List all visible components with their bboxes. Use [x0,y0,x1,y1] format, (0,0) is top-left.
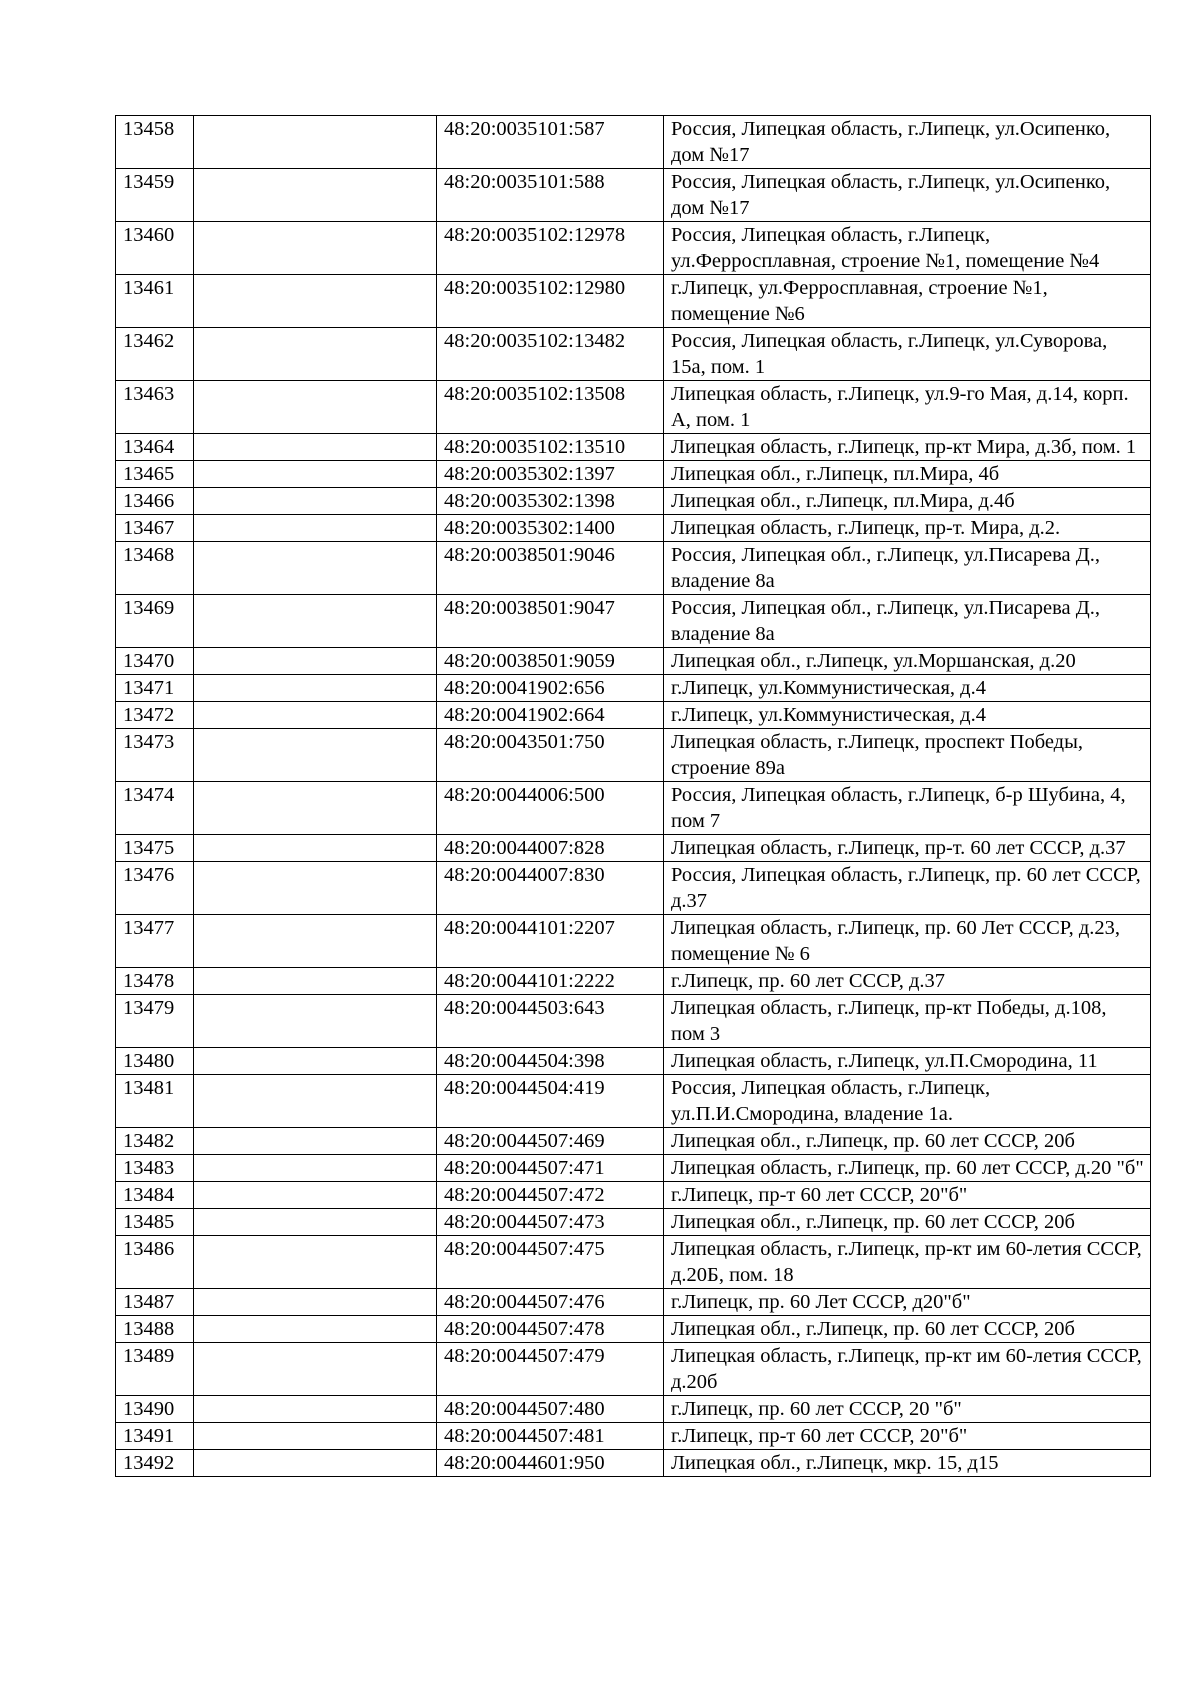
table-row [116,222,1151,275]
row-number-cell: 13463 [116,381,194,434]
table-row [116,968,1151,995]
cadastral-number-cell: 48:20:0035102:13510 [437,434,664,461]
cadastral-number-cell: 48:20:0044507:471 [437,1155,664,1182]
empty-cell [194,1289,437,1316]
empty-cell [194,328,437,381]
table-row [116,116,1151,169]
table-row [116,1450,1151,1477]
row-number-cell: 13460 [116,222,194,275]
empty-cell [194,1236,437,1289]
cadastral-number-cell: 48:20:0035102:12980 [437,275,664,328]
row-number-cell: 13479 [116,995,194,1048]
cadastral-number-cell: 48:20:0044007:830 [437,862,664,915]
cadastral-number-cell: 48:20:0044504:398 [437,1048,664,1075]
table-row [116,835,1151,862]
address-cell: Россия, Липецкая область, г.Липецк, ул.Осипенко, дом №17 [664,116,1151,169]
address-cell: Липецкая область, г.Липецк, проспект Победы, строение 89а [664,729,1151,782]
address-cell: Липецкая область, г.Липецк, ул.9-го Мая, д.14, корп. А, пом. 1 [664,381,1151,434]
table-row [116,1289,1151,1316]
table-row [116,1128,1151,1155]
address-cell: г.Липецк, пр. 60 Лет СССР, д20"б" [664,1289,1151,1316]
row-number-cell: 13465 [116,461,194,488]
row-number-cell: 13490 [116,1396,194,1423]
cadastral-number-cell: 48:20:0035102:13482 [437,328,664,381]
empty-cell [194,542,437,595]
row-number-cell: 13458 [116,116,194,169]
address-cell: Россия, Липецкая область, г.Липецк, ул.Суворова, 15а, пом. 1 [664,328,1151,381]
table-row [116,1155,1151,1182]
empty-cell [194,862,437,915]
cadastral-number-cell: 48:20:0038501:9047 [437,595,664,648]
table-row [116,702,1151,729]
address-cell: г.Липецк, пр-т 60 лет СССР, 20"б" [664,1182,1151,1209]
cadastral-number-cell: 48:20:0044507:472 [437,1182,664,1209]
table-row [116,595,1151,648]
row-number-cell: 13478 [116,968,194,995]
row-number-cell: 13484 [116,1182,194,1209]
table-row [116,488,1151,515]
table-row [116,381,1151,434]
row-number-cell: 13477 [116,915,194,968]
cadastral-number-cell: 48:20:0044007:828 [437,835,664,862]
row-number-cell: 13475 [116,835,194,862]
row-number-cell: 13486 [116,1236,194,1289]
empty-cell [194,461,437,488]
table-row [116,995,1151,1048]
address-cell: Россия, Липецкая область, г.Липецк, ул.Ферросплавная, строение №1, помещение №4 [664,222,1151,275]
table-row [116,1343,1151,1396]
empty-cell [194,381,437,434]
empty-cell [194,275,437,328]
cadastral-number-cell: 48:20:0044006:500 [437,782,664,835]
cadastral-number-cell: 48:20:0044507:479 [437,1343,664,1396]
cadastral-number-cell: 48:20:0044507:476 [437,1289,664,1316]
address-cell: Липецкая область, г.Липецк, пр. 60 Лет СССР, д.23, помещение № 6 [664,915,1151,968]
empty-cell [194,702,437,729]
address-cell: Липецкая область, г.Липецк, пр. 60 лет СССР, д.20 "б" [664,1155,1151,1182]
address-cell: Липецкая обл., г.Липецк, пр. 60 лет СССР, 20б [664,1209,1151,1236]
cadastral-number-cell: 48:20:0035102:12978 [437,222,664,275]
table-row [116,862,1151,915]
empty-cell [194,515,437,542]
cadastral-number-cell: 48:20:0035302:1400 [437,515,664,542]
address-cell: Липецкая область, г.Липецк, пр-кт им 60-летия СССР, д.20б [664,1343,1151,1396]
row-number-cell: 13470 [116,648,194,675]
table-row [116,275,1151,328]
address-cell: Липецкая область, г.Липецк, пр-т. 60 лет СССР, д.37 [664,835,1151,862]
address-cell: г.Липецк, пр. 60 лет СССР, 20 "б" [664,1396,1151,1423]
address-cell: Липецкая область, г.Липецк, пр-т. Мира, д.2. [664,515,1151,542]
table-row [116,1182,1151,1209]
empty-cell [194,1128,437,1155]
row-number-cell: 13472 [116,702,194,729]
cadastral-number-cell: 48:20:0044507:475 [437,1236,664,1289]
cadastral-number-cell: 48:20:0035302:1398 [437,488,664,515]
address-cell: Липецкая обл., г.Липецк, мкр. 15, д15 [664,1450,1151,1477]
cadastral-number-cell: 48:20:0044101:2207 [437,915,664,968]
empty-cell [194,1316,437,1343]
table-row [116,1396,1151,1423]
row-number-cell: 13474 [116,782,194,835]
empty-cell [194,595,437,648]
row-number-cell: 13483 [116,1155,194,1182]
cadastral-number-cell: 48:20:0044503:643 [437,995,664,1048]
address-cell: г.Липецк, ул.Ферросплавная, строение №1, помещение №6 [664,275,1151,328]
cadastral-number-cell: 48:20:0041902:656 [437,675,664,702]
table-row [116,328,1151,381]
table-row [116,1423,1151,1450]
empty-cell [194,169,437,222]
empty-cell [194,675,437,702]
cadastral-number-cell: 48:20:0035302:1397 [437,461,664,488]
cadastral-number-cell: 48:20:0038501:9059 [437,648,664,675]
row-number-cell: 13467 [116,515,194,542]
cadastral-number-cell: 48:20:0044507:480 [437,1396,664,1423]
table-row [116,542,1151,595]
cadastral-number-cell: 48:20:0044507:481 [437,1423,664,1450]
table-row [116,675,1151,702]
table-row [116,1236,1151,1289]
empty-cell [194,222,437,275]
empty-cell [194,1423,437,1450]
cadastral-number-cell: 48:20:0044507:473 [437,1209,664,1236]
address-cell: Россия, Липецкая область, г.Липецк, пр. 60 лет СССР, д.37 [664,862,1151,915]
table-row [116,729,1151,782]
address-cell: Липецкая область, г.Липецк, пр-кт им 60-летия СССР, д.20Б, пом. 18 [664,1236,1151,1289]
empty-cell [194,1075,437,1128]
address-cell: Россия, Липецкая область, г.Липецк, ул.П.И.Смородина, владение 1а. [664,1075,1151,1128]
empty-cell [194,782,437,835]
table-row [116,515,1151,542]
empty-cell [194,434,437,461]
row-number-cell: 13492 [116,1450,194,1477]
row-number-cell: 13481 [116,1075,194,1128]
address-cell: Липецкая обл., г.Липецк, ул.Моршанская, д.20 [664,648,1151,675]
empty-cell [194,915,437,968]
cadastral-number-cell: 48:20:0043501:750 [437,729,664,782]
address-cell: Липецкая обл., г.Липецк, пр. 60 лет СССР, 20б [664,1316,1151,1343]
cadastral-number-cell: 48:20:0044507:469 [437,1128,664,1155]
table-row [116,434,1151,461]
row-number-cell: 13466 [116,488,194,515]
address-cell: г.Липецк, ул.Коммунистическая, д.4 [664,702,1151,729]
table-row [116,1316,1151,1343]
cadastral-number-cell: 48:20:0035102:13508 [437,381,664,434]
address-cell: Липецкая область, г.Липецк, пр-кт Победы, д.108, пом 3 [664,995,1151,1048]
address-cell: Россия, Липецкая область, г.Липецк, б-р Шубина, 4, пом 7 [664,782,1151,835]
address-cell: Россия, Липецкая область, г.Липецк, ул.Осипенко, дом №17 [664,169,1151,222]
registry-table-body [116,116,1151,1477]
row-number-cell: 13469 [116,595,194,648]
registry-table [115,115,1151,1477]
row-number-cell: 13485 [116,1209,194,1236]
empty-cell [194,1048,437,1075]
row-number-cell: 13471 [116,675,194,702]
empty-cell [194,648,437,675]
cadastral-number-cell: 48:20:0044101:2222 [437,968,664,995]
empty-cell [194,835,437,862]
empty-cell [194,1209,437,1236]
row-number-cell: 13461 [116,275,194,328]
row-number-cell: 13462 [116,328,194,381]
address-cell: Липецкая область, г.Липецк, ул.П.Смородина, 11 [664,1048,1151,1075]
address-cell: г.Липецк, пр-т 60 лет СССР, 20"б" [664,1423,1151,1450]
cadastral-number-cell: 48:20:0044601:950 [437,1450,664,1477]
row-number-cell: 13476 [116,862,194,915]
table-row [116,915,1151,968]
cadastral-number-cell: 48:20:0038501:9046 [437,542,664,595]
cadastral-number-cell: 48:20:0035101:588 [437,169,664,222]
empty-cell [194,1155,437,1182]
table-row [116,461,1151,488]
row-number-cell: 13480 [116,1048,194,1075]
cadastral-number-cell: 48:20:0044507:478 [437,1316,664,1343]
cadastral-number-cell: 48:20:0035101:587 [437,116,664,169]
table-row [116,1209,1151,1236]
address-cell: Липецкая область, г.Липецк, пр-кт Мира, д.3б, пом. 1 [664,434,1151,461]
table-row [116,169,1151,222]
empty-cell [194,995,437,1048]
row-number-cell: 13489 [116,1343,194,1396]
row-number-cell: 13491 [116,1423,194,1450]
table-row [116,1075,1151,1128]
address-cell: Липецкая обл., г.Липецк, пр. 60 лет СССР, 20б [664,1128,1151,1155]
table-row [116,648,1151,675]
address-cell: Россия, Липецкая обл., г.Липецк, ул.Писарева Д., владение 8а [664,542,1151,595]
address-cell: Липецкая обл., г.Липецк, пл.Мира, д.4б [664,488,1151,515]
empty-cell [194,1450,437,1477]
address-cell: Россия, Липецкая обл., г.Липецк, ул.Писарева Д., владение 8а [664,595,1151,648]
cadastral-number-cell: 48:20:0044504:419 [437,1075,664,1128]
row-number-cell: 13482 [116,1128,194,1155]
empty-cell [194,488,437,515]
address-cell: Липецкая обл., г.Липецк, пл.Мира, 4б [664,461,1151,488]
table-row [116,1048,1151,1075]
empty-cell [194,1396,437,1423]
empty-cell [194,1182,437,1209]
cadastral-number-cell: 48:20:0041902:664 [437,702,664,729]
row-number-cell: 13468 [116,542,194,595]
row-number-cell: 13473 [116,729,194,782]
address-cell: г.Липецк, пр. 60 лет СССР, д.37 [664,968,1151,995]
row-number-cell: 13487 [116,1289,194,1316]
empty-cell [194,1343,437,1396]
row-number-cell: 13459 [116,169,194,222]
empty-cell [194,968,437,995]
address-cell: г.Липецк, ул.Коммунистическая, д.4 [664,675,1151,702]
row-number-cell: 13488 [116,1316,194,1343]
empty-cell [194,729,437,782]
empty-cell [194,116,437,169]
row-number-cell: 13464 [116,434,194,461]
table-row [116,782,1151,835]
